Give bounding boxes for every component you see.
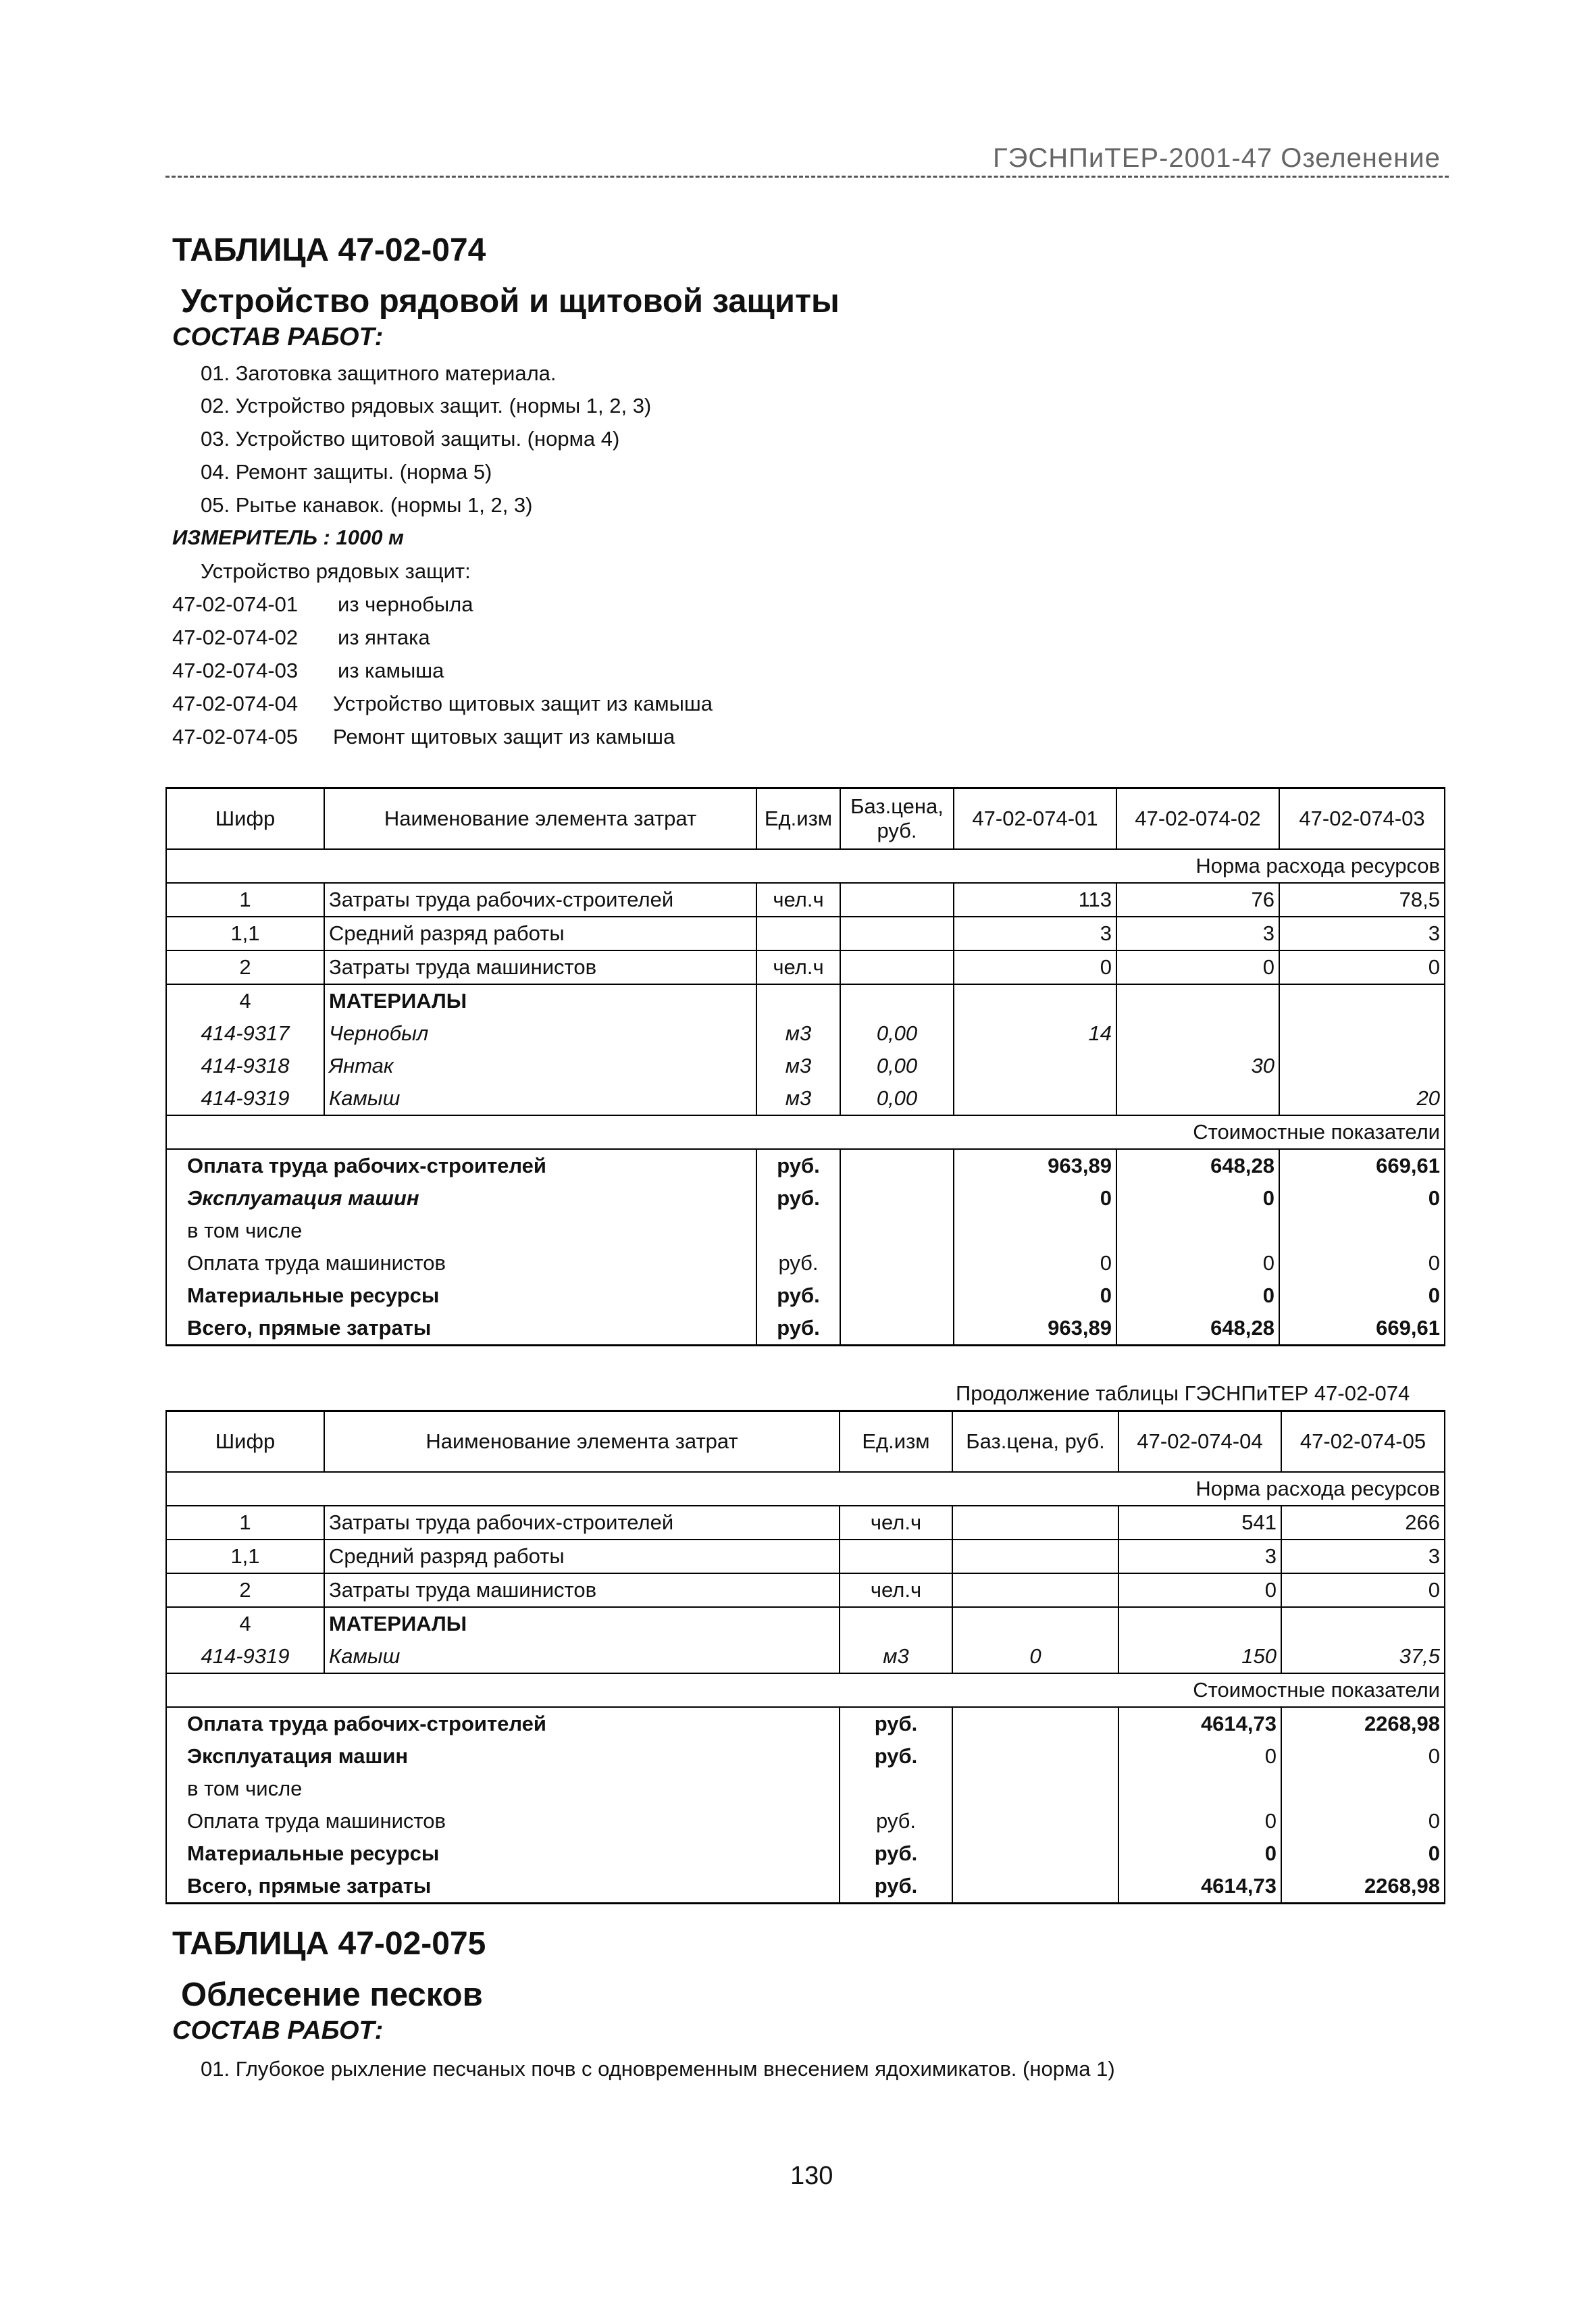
band-cost: Стоимостные показатели [166,1673,1445,1707]
cell-value: 0 [1116,950,1279,984]
cell-value [954,1050,1116,1082]
cost-price [840,1312,954,1346]
cell-unit: м3 [840,1640,952,1673]
cell-price: 0 [952,1640,1118,1673]
cell-price [840,984,954,1017]
cell-price [840,917,954,950]
cell-unit: м3 [756,1017,840,1050]
cell-unit: чел.ч [840,1506,952,1540]
cell-price [952,1607,1118,1640]
cell-value: 78,5 [1279,883,1445,917]
table-row [166,1640,1445,1673]
work-item: 03. Устройство щитовой защиты. (норма 4) [201,427,620,451]
cell-value: 3 [1279,917,1445,950]
col-header: 47-02-074-03 [1279,788,1445,850]
cost-name: Всего, прямые затраты [166,1312,756,1346]
table-header-row [166,1411,1445,1473]
cost-value: 0 [1281,1805,1445,1837]
cell-value [1116,1017,1279,1050]
cost-unit: руб. [756,1312,840,1346]
cell-unit: м3 [756,1050,840,1082]
cost-price [952,1773,1118,1805]
cost-price [840,1149,954,1182]
cost-unit: руб. [840,1805,952,1837]
cost-value [1279,1215,1445,1247]
cell-code: 1 [166,1506,324,1540]
table-row [166,917,1445,950]
cell-value: 3 [1281,1540,1445,1573]
cost-name: Эксплуатация машин [166,1740,840,1773]
cost-unit: руб. [756,1247,840,1279]
cell-value [1279,984,1445,1017]
cell-value [954,984,1116,1017]
col-header: 47-02-074-01 [954,788,1116,850]
cell-value: 3 [1116,917,1279,950]
norm-desc: из янтака [338,626,430,649]
cell-code: 1 [166,883,324,917]
cost-unit: руб. [840,1740,952,1773]
cell-name: Камыш [324,1082,756,1115]
cost-value: 4614,73 [1118,1870,1281,1904]
cell-unit [840,1607,952,1640]
col-header: 47-02-074-04 [1118,1411,1281,1473]
cell-unit: чел.ч [756,883,840,917]
cost-row [166,1773,1445,1805]
norm-code: 47-02-074-05 [172,725,299,748]
cost-price [952,1707,1118,1740]
cost-price [952,1740,1118,1773]
cost-unit: руб. [756,1279,840,1312]
col-header: Ед.изм [756,788,840,850]
cell-price: 0,00 [840,1050,954,1082]
cost-value: 0 [1279,1182,1445,1215]
cost-value: 963,89 [954,1312,1116,1346]
cell-code: 2 [166,950,324,984]
table-row [166,950,1445,984]
norm-desc: из чернобыла [338,592,473,616]
cost-value: 0 [1118,1740,1281,1773]
cell-name: Затраты труда рабочих-строителей [324,1506,840,1540]
cost-row [166,1247,1445,1279]
cell-name: Средний разряд работы [324,1540,840,1573]
work-item: 05. Рытье канавок. (нормы 1, 2, 3) [201,493,533,517]
cell-value: 0 [1279,950,1445,984]
cost-row [166,1215,1445,1247]
cell-unit [756,984,840,1017]
col-header: Наименование элемента затрат [324,788,756,850]
meter-label: ИЗМЕРИТЕЛЬ : 1000 м [172,526,404,549]
cell-value [1118,1607,1281,1640]
cell-code: 4 [166,1607,324,1640]
works-heading: СОСТАВ РАБОТ: [172,2016,384,2045]
page-number: 130 [790,2162,833,2190]
norm-desc: Ремонт щитовых защит из камыша [333,725,675,748]
col-header: Наименование элемента затрат [324,1411,840,1473]
col-header: Баз.цена, руб. [952,1411,1118,1473]
table-row [166,1050,1445,1082]
cell-value: 0 [1118,1573,1281,1607]
cost-unit: руб. [840,1837,952,1870]
cost-value: 669,61 [1279,1149,1445,1182]
table-header-row [166,788,1445,850]
cell-value: 0 [954,950,1116,984]
cost-name: Материальные ресурсы [166,1279,756,1312]
cost-value: 0 [1116,1182,1279,1215]
cell-unit: м3 [756,1082,840,1115]
cell-price [840,883,954,917]
norm-code: 47-02-074-03 [172,659,299,682]
cost-name: Оплата труда машинистов [166,1247,756,1279]
cost-row [166,1182,1445,1215]
cell-unit [756,917,840,950]
col-header: Ед.изм [840,1411,952,1473]
norm-code: 47-02-074-04 [172,692,299,715]
works-heading: СОСТАВ РАБОТ: [172,323,384,351]
cost-unit: руб. [756,1149,840,1182]
cost-row [166,1837,1445,1870]
cost-value: 0 [954,1182,1116,1215]
col-header: Шифр [166,788,324,850]
cell-value: 266 [1281,1506,1445,1540]
work-item: 01. Заготовка защитного материала. [201,361,557,385]
band-cost: Стоимостные показатели [166,1115,1445,1149]
cost-value [1281,1773,1445,1805]
table-number: ТАБЛИЦА 47-02-074 [172,232,486,268]
cell-name: Камыш [324,1640,840,1673]
cell-name: Янтак [324,1050,756,1082]
cell-value [1281,1607,1445,1640]
cost-name: в том числе [166,1215,756,1247]
cell-value [1279,1050,1445,1082]
table-number: ТАБЛИЦА 47-02-075 [172,1926,486,1962]
cost-value: 0 [954,1279,1116,1312]
header-rule [165,176,1449,178]
cost-price [952,1870,1118,1904]
col-header: 47-02-074-02 [1116,788,1279,850]
cell-value: 541 [1118,1506,1281,1540]
band-norm: Норма расхода ресурсов [166,1472,1445,1506]
table-row [166,1540,1445,1573]
resource-table-2 [165,1410,1445,1904]
cell-name: Затраты труда машинистов [324,950,756,984]
cost-value: 2268,98 [1281,1707,1445,1740]
work-item: 01. Глубокое рыхление песчаных почв с одновременным внесением ядохимикатов. (норма 1) [201,2057,1115,2081]
cost-row [166,1707,1445,1740]
cell-value [1116,984,1279,1017]
norm-desc: из камыша [338,659,444,682]
cost-value [954,1215,1116,1247]
continuation-note: Продолжение таблицы ГЭСНПиТЕР 47-02-074 [956,1381,1410,1405]
cell-price [952,1573,1118,1607]
table-title: Устройство рядовой и щитовой защиты [181,283,840,320]
cell-price [952,1540,1118,1573]
cost-name: Оплата труда рабочих-строителей [166,1707,840,1740]
cell-name: Затраты труда рабочих-строителей [324,883,756,917]
cost-price [952,1837,1118,1870]
cell-price [840,950,954,984]
cell-name: МАТЕРИАЛЫ [324,1607,840,1640]
norm-code: 47-02-074-02 [172,626,299,649]
cost-row [166,1870,1445,1904]
cost-row [166,1279,1445,1312]
table-row [166,1573,1445,1607]
cost-price [840,1247,954,1279]
cell-code: 2 [166,1573,324,1607]
cost-row [166,1805,1445,1837]
cell-name: Средний разряд работы [324,917,756,950]
cost-price [840,1279,954,1312]
cell-value [954,1082,1116,1115]
cell-name: Чернобыл [324,1017,756,1050]
table-row [166,1082,1445,1115]
cell-code: 4 [166,984,324,1017]
cost-unit: руб. [840,1870,952,1904]
table-row [166,1506,1445,1540]
work-item: 02. Устройство рядовых защит. (нормы 1, 2, 3) [201,394,652,417]
work-item: 04. Ремонт защиты. (норма 5) [201,460,492,484]
cell-value: 14 [954,1017,1116,1050]
table-row [166,984,1445,1017]
cost-price [952,1805,1118,1837]
cost-value: 963,89 [954,1149,1116,1182]
cell-unit: чел.ч [756,950,840,984]
cell-value: 3 [954,917,1116,950]
cost-value: 0 [1118,1837,1281,1870]
table-title: Облесение песков [181,1977,483,2013]
cost-value: 0 [954,1247,1116,1279]
cell-code: 414-9319 [166,1640,324,1673]
cost-value: 0 [1118,1805,1281,1837]
cell-code: 1,1 [166,1540,324,1573]
cell-code: 414-9317 [166,1017,324,1050]
group-title: Устройство рядовых защит: [201,559,471,583]
cell-unit: чел.ч [840,1573,952,1607]
cost-value: 0 [1281,1837,1445,1870]
cell-price: 0,00 [840,1082,954,1115]
cost-value: 0 [1281,1740,1445,1773]
cell-code: 414-9318 [166,1050,324,1082]
cost-value: 2268,98 [1281,1870,1445,1904]
cost-value: 4614,73 [1118,1707,1281,1740]
cell-price: 0,00 [840,1017,954,1050]
table-row [166,1017,1445,1050]
cost-name: в том числе [166,1773,840,1805]
cell-value [1116,1082,1279,1115]
cost-value: 669,61 [1279,1312,1445,1346]
cell-code: 414-9319 [166,1082,324,1115]
cost-row [166,1740,1445,1773]
col-header: Шифр [166,1411,324,1473]
cell-name: Затраты труда машинистов [324,1573,840,1607]
cell-code: 1,1 [166,917,324,950]
cost-value: 648,28 [1116,1149,1279,1182]
cost-name: Эксплуатация машин [166,1182,756,1215]
norm-desc: Устройство щитовых защит из камыша [333,692,713,715]
cell-value: 150 [1118,1640,1281,1673]
cost-value: 0 [1116,1247,1279,1279]
cell-price [952,1506,1118,1540]
cell-value: 20 [1279,1082,1445,1115]
cost-name: Оплата труда машинистов [166,1805,840,1837]
cost-unit: руб. [756,1182,840,1215]
band-norm: Норма расхода ресурсов [166,849,1445,883]
norm-code: 47-02-074-01 [172,592,299,616]
cost-price [840,1215,954,1247]
cell-value [1279,1017,1445,1050]
cost-unit [840,1773,952,1805]
cell-value: 37,5 [1281,1640,1445,1673]
cell-value: 30 [1116,1050,1279,1082]
cost-value [1118,1773,1281,1805]
cost-value: 0 [1279,1247,1445,1279]
cost-unit [756,1215,840,1247]
cell-unit [840,1540,952,1573]
col-header: Баз.цена, руб. [840,788,954,850]
cost-name: Всего, прямые затраты [166,1870,840,1904]
cell-value: 76 [1116,883,1279,917]
cost-value [1116,1215,1279,1247]
table-row [166,1607,1445,1640]
cell-value: 0 [1281,1573,1445,1607]
cost-name: Оплата труда рабочих-строителей [166,1149,756,1182]
cell-value: 3 [1118,1540,1281,1573]
cost-value: 648,28 [1116,1312,1279,1346]
table-row [166,883,1445,917]
resource-table-1 [165,787,1445,1346]
cell-value: 113 [954,883,1116,917]
cost-row [166,1312,1445,1346]
cost-price [840,1182,954,1215]
running-header: ГЭСНПиТЕР-2001-47 Озеленение [993,143,1441,173]
cell-name: МАТЕРИАЛЫ [324,984,756,1017]
cost-value: 0 [1279,1279,1445,1312]
cost-unit: руб. [840,1707,952,1740]
cost-name: Материальные ресурсы [166,1837,840,1870]
cost-value: 0 [1116,1279,1279,1312]
col-header: 47-02-074-05 [1281,1411,1445,1473]
cost-row [166,1149,1445,1182]
